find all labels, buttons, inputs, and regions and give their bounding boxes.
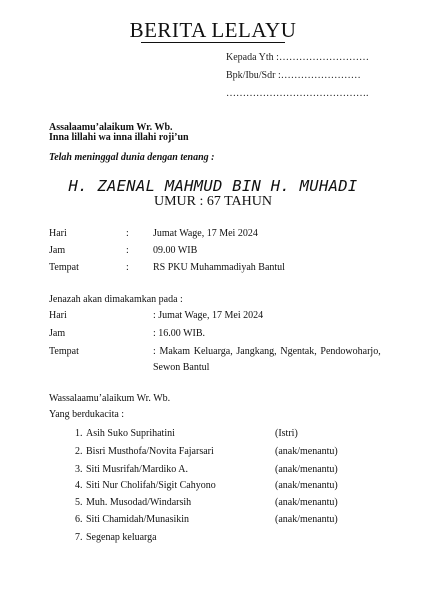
- death-day-label: Hari: [49, 228, 67, 239]
- recipient-line-1: Kepada Yth :………………………: [226, 52, 369, 63]
- burial-intro: Jenazah akan dimakamkan pada :: [49, 294, 183, 305]
- burial-day-value: : Jumat Wage, 17 Mei 2024: [153, 310, 264, 321]
- death-announcement: Telah meninggal dunia dengan tenang :: [49, 152, 215, 163]
- burial-time-label: Jam: [49, 328, 66, 339]
- bereaved-number: 6.: [75, 514, 83, 525]
- death-place-value: RS PKU Muhammadiyah Bantul: [153, 262, 285, 273]
- recipient-line-3: …………………………………….: [226, 88, 369, 99]
- bereaved-name: Bisri Musthofa/Novita Fajarsari: [86, 446, 214, 457]
- opening-salam: Assalaamu’alaikum Wr. Wb.: [49, 122, 173, 133]
- death-place-label: Tempat: [49, 262, 79, 273]
- burial-time-value: : 16.00 WIB.: [153, 328, 206, 339]
- title-underline: [141, 42, 285, 43]
- death-day-value: Jumat Wage, 17 Mei 2024: [153, 228, 258, 239]
- bereaved-number: 1.: [75, 428, 83, 439]
- bereaved-name: Asih Suko Suprihatini: [86, 428, 175, 439]
- bereaved-name: Siti Musrifah/Mardiko A.: [86, 464, 188, 475]
- bereaved-name: Siti Nur Cholifah/Sigit Cahyono: [86, 480, 216, 491]
- bereaved-intro: Yang berdukacita :: [49, 409, 125, 420]
- bereaved-relation: (anak/menantu): [275, 497, 338, 508]
- bereaved-relation: (anak/menantu): [275, 464, 338, 475]
- document-title: BERITA LELAYU: [129, 18, 297, 42]
- death-place-sep: :: [126, 262, 129, 273]
- death-time-sep: :: [126, 245, 129, 256]
- bereaved-number: 5.: [75, 497, 83, 508]
- bereaved-name: Segenap keluarga: [86, 532, 157, 543]
- burial-place-value-line1: : Makam Keluarga, Jangkang, Ngentak, Pendowoharjo,: [153, 346, 381, 357]
- bereaved-name: Muh. Musodad/Windarsih: [86, 497, 192, 508]
- bereaved-relation: (anak/menantu): [275, 514, 338, 525]
- bereaved-number: 7.: [75, 532, 83, 543]
- bereaved-relation: (anak/menantu): [275, 480, 338, 491]
- closing-salam: Wassalaamu’alaikum Wr. Wb.: [49, 393, 171, 404]
- death-time-value: 09.00 WIB: [153, 245, 198, 256]
- bereaved-number: 4.: [75, 480, 83, 491]
- bereaved-name: Siti Chamidah/Munasikin: [86, 514, 190, 525]
- death-time-label: Jam: [49, 245, 66, 256]
- bereaved-number: 3.: [75, 464, 83, 475]
- bereaved-relation: (Istri): [275, 428, 298, 439]
- death-day-sep: :: [126, 228, 129, 239]
- burial-day-label: Hari: [49, 310, 67, 321]
- innalillahi-text: Inna lillahi wa inna illahi roji’un: [49, 132, 189, 143]
- burial-place-label: Tempat: [49, 346, 79, 357]
- deceased-age: UMUR : 67 TAHUN: [153, 194, 272, 209]
- recipient-line-2: Bpk/Ibu/Sdr :……………………: [226, 70, 361, 81]
- deceased-name: H. ZAENAL MAHMUD BIN H. MUHADI: [68, 177, 358, 195]
- burial-place-value-line2: Sewon Bantul: [153, 362, 210, 373]
- bereaved-number: 2.: [75, 446, 83, 457]
- bereaved-relation: (anak/menantu): [275, 446, 338, 457]
